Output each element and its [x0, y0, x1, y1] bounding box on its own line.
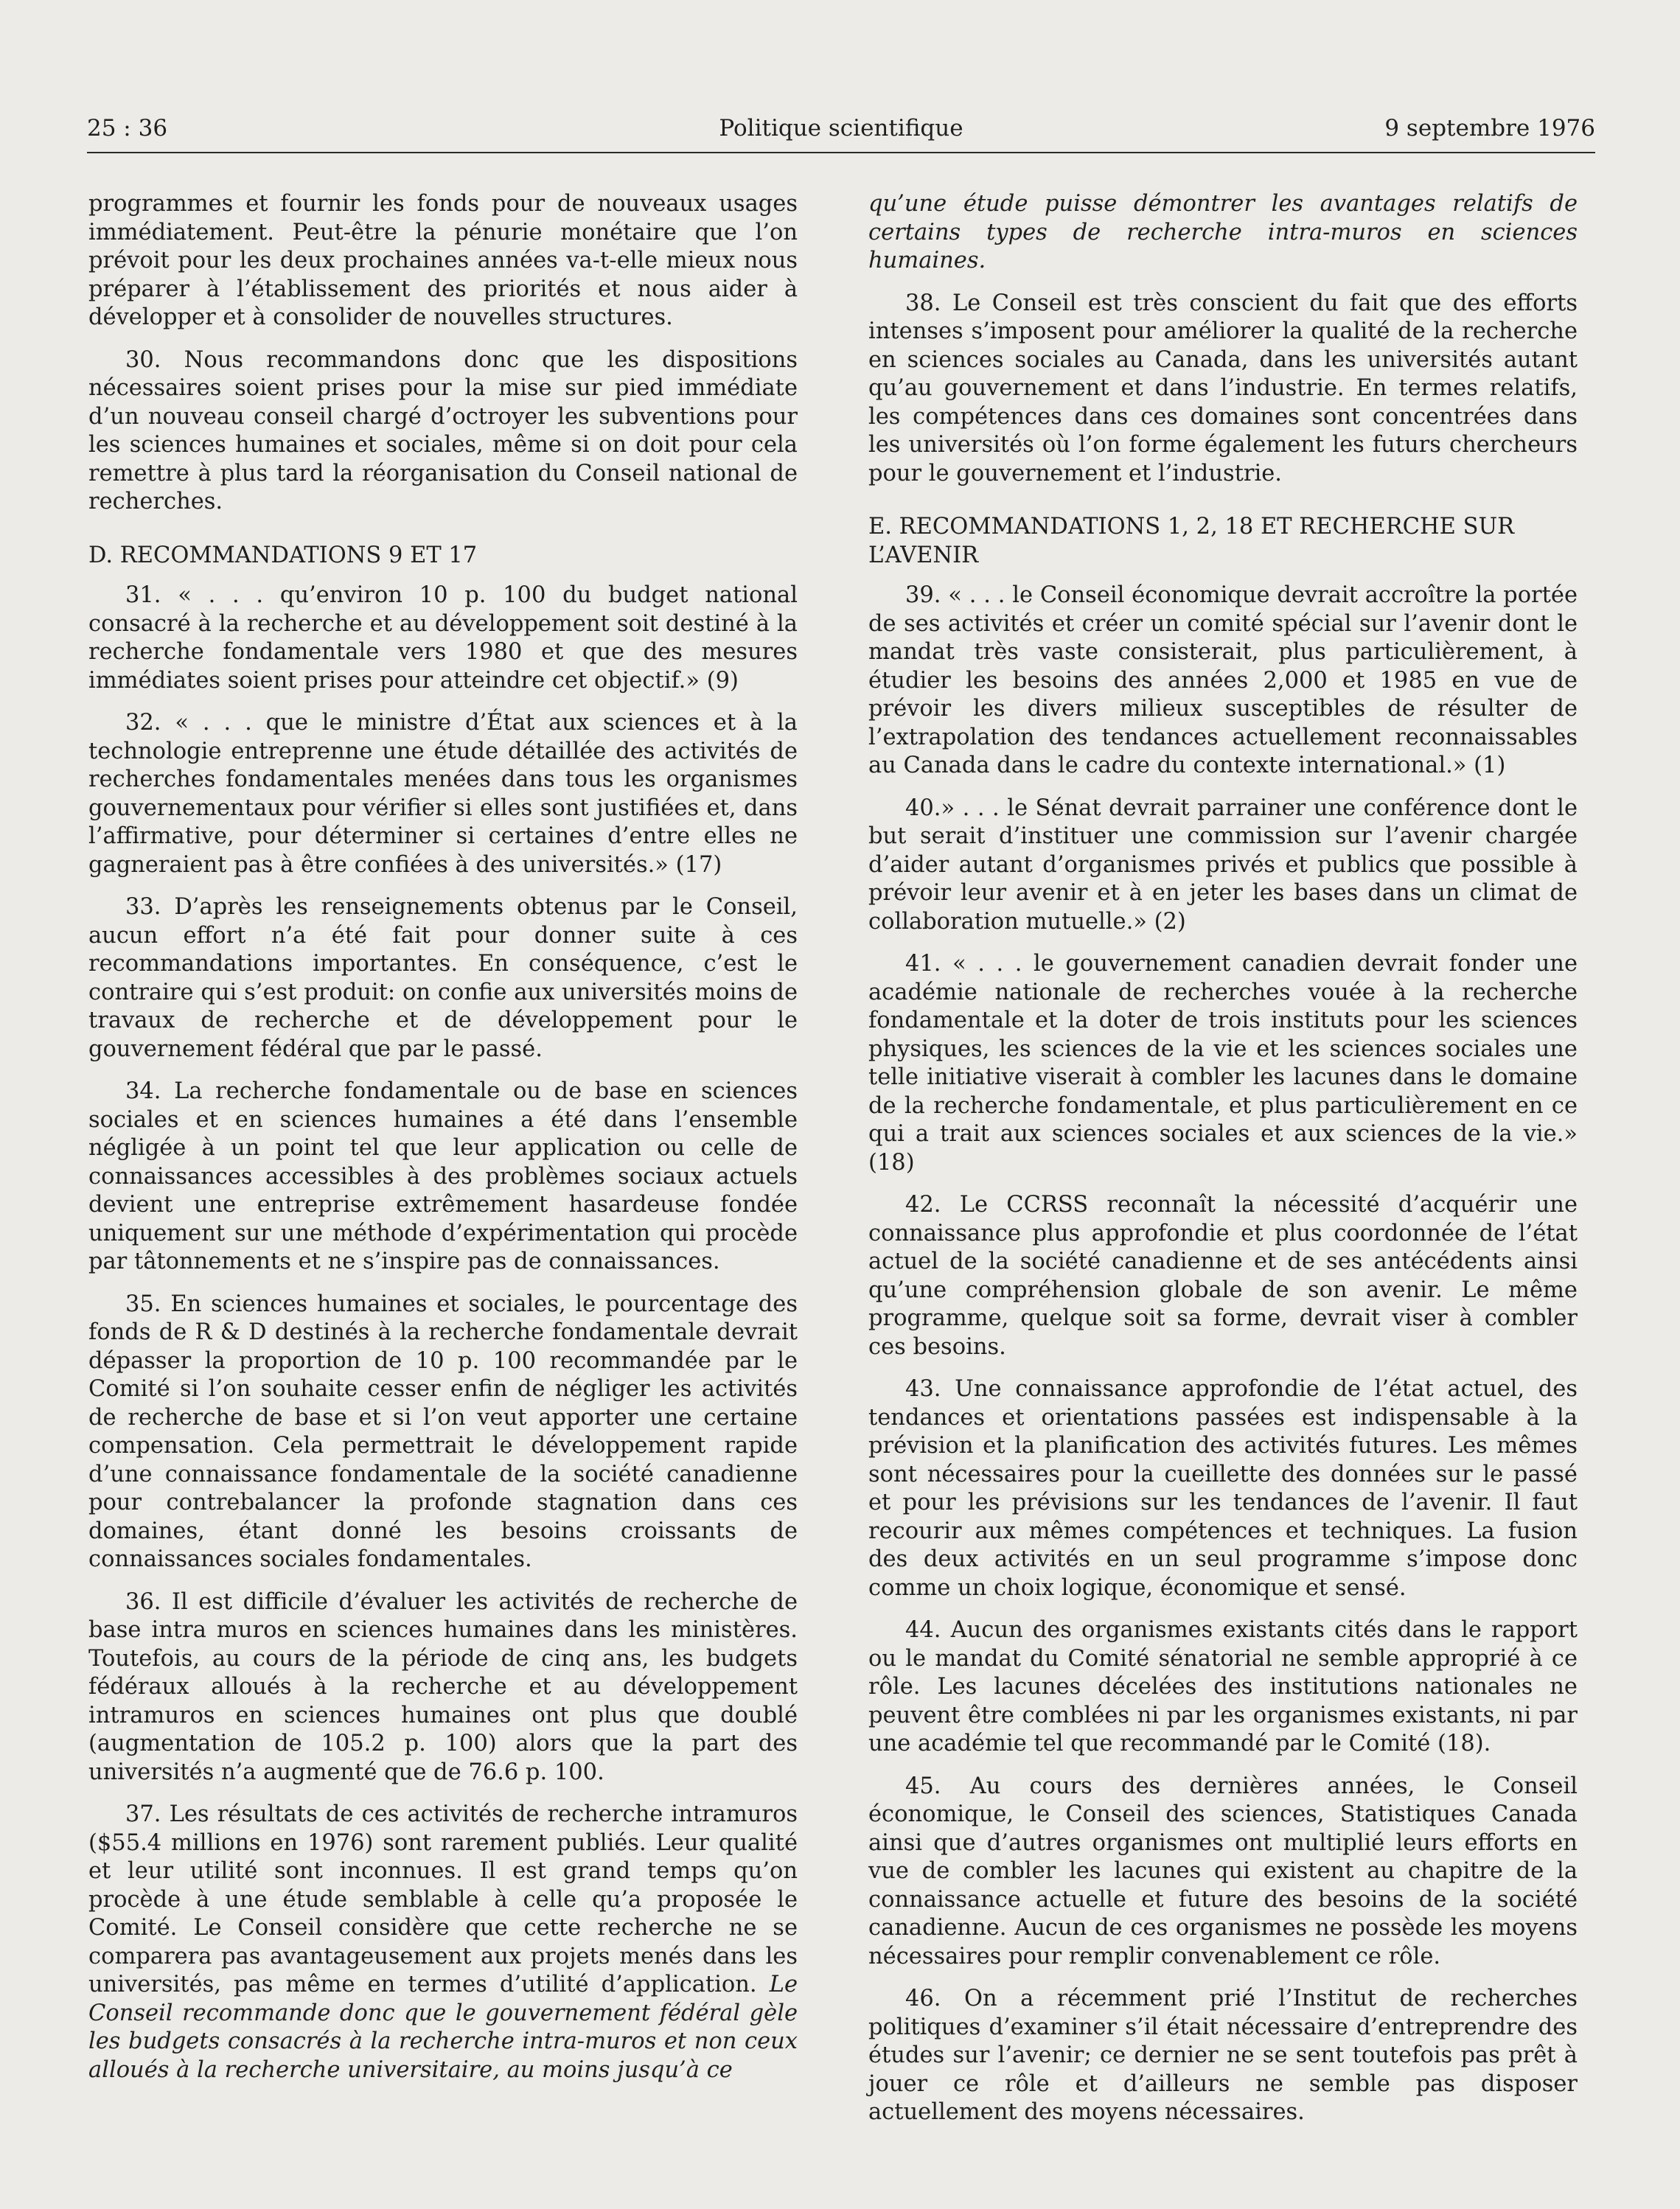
page-number: 25 : 36 [87, 115, 168, 142]
paragraph-42: 42. Le CCRSS reconnaît la nécessité d’acquérir une connaissance plus approfondie et plus coordonnée de l’état actuel de la société canadienne et de ses antécédents ainsi qu’une compréhension globale de son avenir. Le même programme, quelque soit sa forme, devrait viser à combler ces besoins. [868, 1192, 1578, 1360]
header-date: 9 septembre 1976 [1384, 115, 1595, 142]
paragraph-46: 46. On a récemment prié l’Institut de recherches politiques d’examiner s’il était nécessaire d’entreprendre des études sur l’avenir; ce dernier ne se sent toutefois pas prêt à jouer ce rôle et d’ailleurs ne semble pas disposer actuellement des moyens nécessaires. [868, 1986, 1578, 2125]
paragraph-44: 44. Aucun des organismes existants cités dans le rapport ou le mandat du Comité sénatorial ne semble approprié à ce rôle. Les lacunes décelées des institutions nationales ne peuvent être comblées ni par les organismes existants, ni par une académie tel que recommandé par le Comité (18). [868, 1617, 1578, 1756]
paragraph-38: 38. Le Conseil est très conscient du fait que des efforts intenses s’imposent pour améliorer la qualité de la recherche en sciences sociales au Canada, dans les universités autant qu’au gouvernement et dans l’industrie. En termes relatifs, les compétences dans ces domaines sont concentrées dans les universités où l’on forme également les futurs chercheurs pour le gouvernement et l’industrie. [868, 290, 1578, 486]
paragraph-39: 39. « . . . le Conseil économique devrait accroître la portée de ses activités et créer un comité spécial sur l’avenir dont le mandat très vaste consisterait, plus particulièrement, à étudier les besoins des années 2,000 et 1985 en vue de prévoir les divers milieux susceptibles de résulter de l’extrapolation des tendances actuellement reconnaissables au Canada dans le cadre du contexte international.» (1) [868, 582, 1578, 778]
paragraph-36: 36. Il est difficile d’évaluer les activités de recherche de base intra muros en sciences humaines dans les ministères. Toutefois, au cours de la période de cinq ans, les budgets fédéraux alloués à la recherche et au développement intramuros en sciences humaines ont plus que doublé (augmentation de 105.2 p. 100) alors que la part des universités n’a augmenté que de 76.6 p. 100. [88, 1588, 798, 1785]
left-column [88, 190, 798, 2098]
paragraph-31: 31. « . . . qu’environ 10 p. 100 du budget national consacré à la recherche et au développement soit destiné à la recherche fondamentale vers 1980 et que des mesures immédiates soient prises pour atteindre cet objectif.» (9) [88, 582, 798, 694]
paragraph-34: 34. La recherche fondamentale ou de base en sciences sociales et en sciences humaines a été dans l’ensemble négligée à un point tel que leur application ou celle de connaissances accessibles à des problèmes sociaux actuels devient une entreprise extrêmement hasardeuse fondée uniquement sur une méthode d’expérimentation qui procède par tâtonnements et ne s’inspire pas de connaissances. [88, 1078, 798, 1274]
paragraph-37 [88, 1801, 798, 2084]
page-header [87, 111, 1595, 153]
paragraph-37-continued-text: qu’une étude puisse démontrer les avantages relatifs de certains types de recherche intra-muros en sciences humaines. [868, 191, 1578, 273]
paragraph-33: 33. D’après les renseignements obtenus par le Conseil, aucun effort n’a été fait pour donner suite à ces recommandations importantes. En conséquence, c’est le contraire qui s’est produit: on confie aux universités moins de travaux de recherche et de développement pour le gouvernement fédéral que par le passé. [88, 894, 798, 1062]
paragraph-35: 35. En sciences humaines et sociales, le pourcentage des fonds de R & D destinés à la recherche fondamentale devrait dépasser la proportion de 10 p. 100 recommandée par le Comité si l’on souhaite cesser enfin de négliger les activités de recherche de base et si l’on veut apporter une certaine compensation. Cela permettrait le développement rapide d’une connaissance fondamentale de la société canadienne pour contrebalancer la profonde stagnation dans ces domaines, étant donné les besoins croissants de connaissances sociales fondamentales. [88, 1291, 798, 1572]
paragraph-41: 41. « . . . le gouvernement canadien devrait fonder une académie nationale de recherches vouée à la recherche fondamentale et la doter de trois instituts pour les sciences physiques, les sciences de la vie et les sciences sociales une telle initiative viserait à combler les lacunes dans le domaine de la recherche fondamentale, et plus particulièrement en ce qui a trait aux sciences sociales et aux sciences de la vie.» (18) [868, 951, 1578, 1176]
section-heading-e: E. RECOMMANDATIONS 1, 2, 18 ET RECHERCHE SUR L’AVENIR [868, 514, 1515, 568]
section-heading-d: D. RECOMMANDATIONS 9 ET 17 [88, 542, 478, 568]
paragraph-37-continued [868, 190, 1578, 276]
running-title: Politique scientifique [719, 115, 963, 142]
paragraph-30: 30. Nous recommandons donc que les dispositions nécessaires soient prises pour la mise sur pied immédiate d’un nouveau conseil chargé d’octroyer les subventions pour les sciences humaines et sociales, même si on doit pour cela remettre à plus tard la réorganisation du Conseil national de recherches. [88, 346, 798, 514]
paragraph-37-recommendation: Le Conseil recommande donc que le gouvernement fédéral gèle les budgets consacrés à la recherche intra-muros et non ceux alloués à la recherche universitaire, au moins jusqu’à ce [88, 1972, 798, 2083]
right-column [868, 190, 1578, 2141]
paragraph-40: 40.» . . . le Sénat devrait parrainer une conférence dont le but serait d’instituer une commission sur l’avenir chargée d’aider autant d’organismes privés et publics que possible à prévoir leur avenir et à en jeter les bases dans un climat de collaboration mutuelle.» (2) [868, 795, 1578, 935]
paragraph-45: 45. Au cours des dernières années, le Conseil économique, le Conseil des sciences, Statistiques Canada ainsi que d’autres organismes ont multiplié leurs efforts en vue de combler les lacunes qui existent au chapitre de la connaissance actuelle et future des besoins de la société canadienne. Aucun de ces organismes ne possède les moyens nécessaires pour remplir convenablement ce rôle. [868, 1773, 1578, 1969]
paragraph-32: 32. « . . . que le ministre d’État aux sciences et à la technologie entreprenne une étude détaillée des activités de recherches fondamentales menées dans tous les organismes gouvernementaux pour vérifier si elles sont justifiées et, dans l’affirmative, pour déterminer si certaines d’entre elles ne gagneraient pas à être confiées à des universités.» (17) [88, 710, 798, 878]
paragraph-43: 43. Une connaissance approfondie de l’état actuel, des tendances et orientations passées est indispensable à la prévision et la planification des activités futures. Les mêmes sont nécessaires pour la cueillette des données sur le passé et pour les prévisions sur les tendances de l’avenir. Il faut recourir aux mêmes compétences et techniques. La fusion des deux activités en un seul programme s’impose donc comme un choix logique, économique et sensé. [868, 1376, 1578, 1601]
paragraph-37-text: 37. Les résultats de ces activités de recherche intramuros ($55.4 millions en 1976) sont rarement publiés. Leur qualité et leur utilité sont inconnues. Il est grand temps qu’on procède à une étude semblable à celle qu’a proposée le Comité. Le Conseil considère que cette recherche ne se comparera pas avantageusement aux projets menés dans les universités, pas même en termes d’utilité d’application. [88, 1801, 798, 1997]
paragraph-intro: programmes et fournir les fonds pour de nouveaux usages immédiatement. Peut-être la pénurie monétaire que l’on prévoit pour les deux prochaines années va-t-elle mieux nous préparer à l’établissement des priorités et nous aider à développer et à consolider de nouvelles structures. [88, 191, 798, 330]
